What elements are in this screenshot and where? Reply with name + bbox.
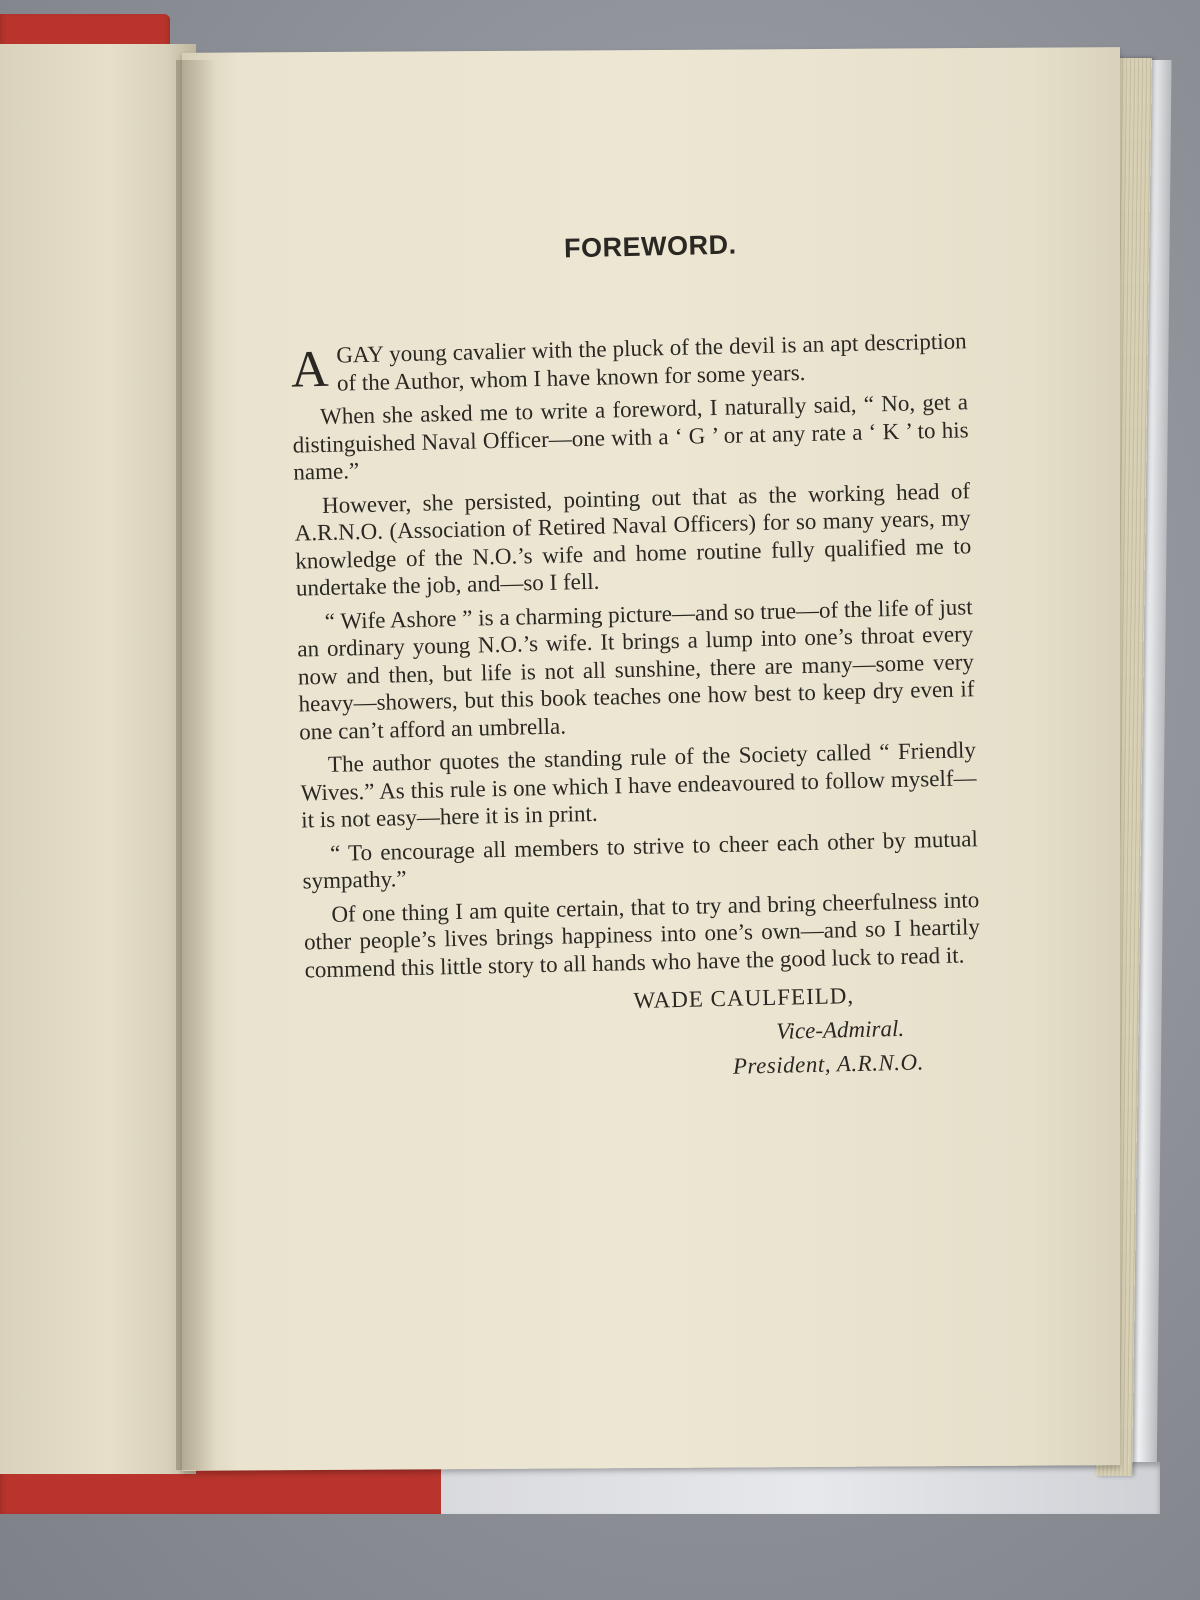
paragraph-5: The author quotes the standing rule of the Society called “ Friendly Wives.” As this rule is one which I have endeavoured to follow myself—it is not easy—here it is in print.	[300, 737, 977, 833]
paragraph-1-text: GAY young cavalier with the pluck of the devil is an apt description of the Author, whom I have known for some years.	[335, 328, 967, 396]
signature-rank: Vice-Admiral.	[775, 1015, 905, 1044]
paragraph-1	[290, 327, 967, 397]
page-title: FOREWORD.	[563, 229, 737, 264]
paragraph-6: “ To encourage all members to strive to cheer each other by mutual sympathy.”	[302, 825, 979, 894]
foreword-text-block	[288, 224, 983, 1093]
paragraph-3: However, she persisted, pointing out that as the working head of A.R.N.O. (Association of Retired Naval Officers) for so many years, my knowledge of the N.O.’s wife and home routine fully qualified me to undertake the job, and—so I fell.	[294, 477, 972, 601]
signature-block	[305, 976, 983, 1093]
left-page	[0, 44, 196, 1474]
book-gutter-shadow	[176, 60, 216, 1470]
signature-position: President, A.R.N.O.	[732, 1049, 925, 1079]
paragraph-2: When she asked me to write a foreword, I naturally said, “ No, get a distinguished Naval Officer—one with a ‘ G ’ or at any rate a ‘ K ’ to his name.”	[292, 389, 969, 485]
signature-name: WADE CAULFEILD,	[633, 983, 855, 1014]
paragraph-4: “ Wife Ashore ” is a charming picture—and so true—of the life of just an ordinary young N.O.’s wife. It brings a lump into one’s throat every now and then, but life is not all sunshine, there are many—some very heavy—showers, but this book teaches one how best to keep dry even if one can’t afford an umbrella.	[297, 593, 975, 745]
paragraph-7: Of one thing I am quite certain, that to try and bring cheerfulness into other people’s lives brings happiness into one’s own—and so I heartily commend this little story to all hands who have the good luck to read it.	[303, 886, 981, 982]
drop-cap: A	[290, 340, 330, 399]
